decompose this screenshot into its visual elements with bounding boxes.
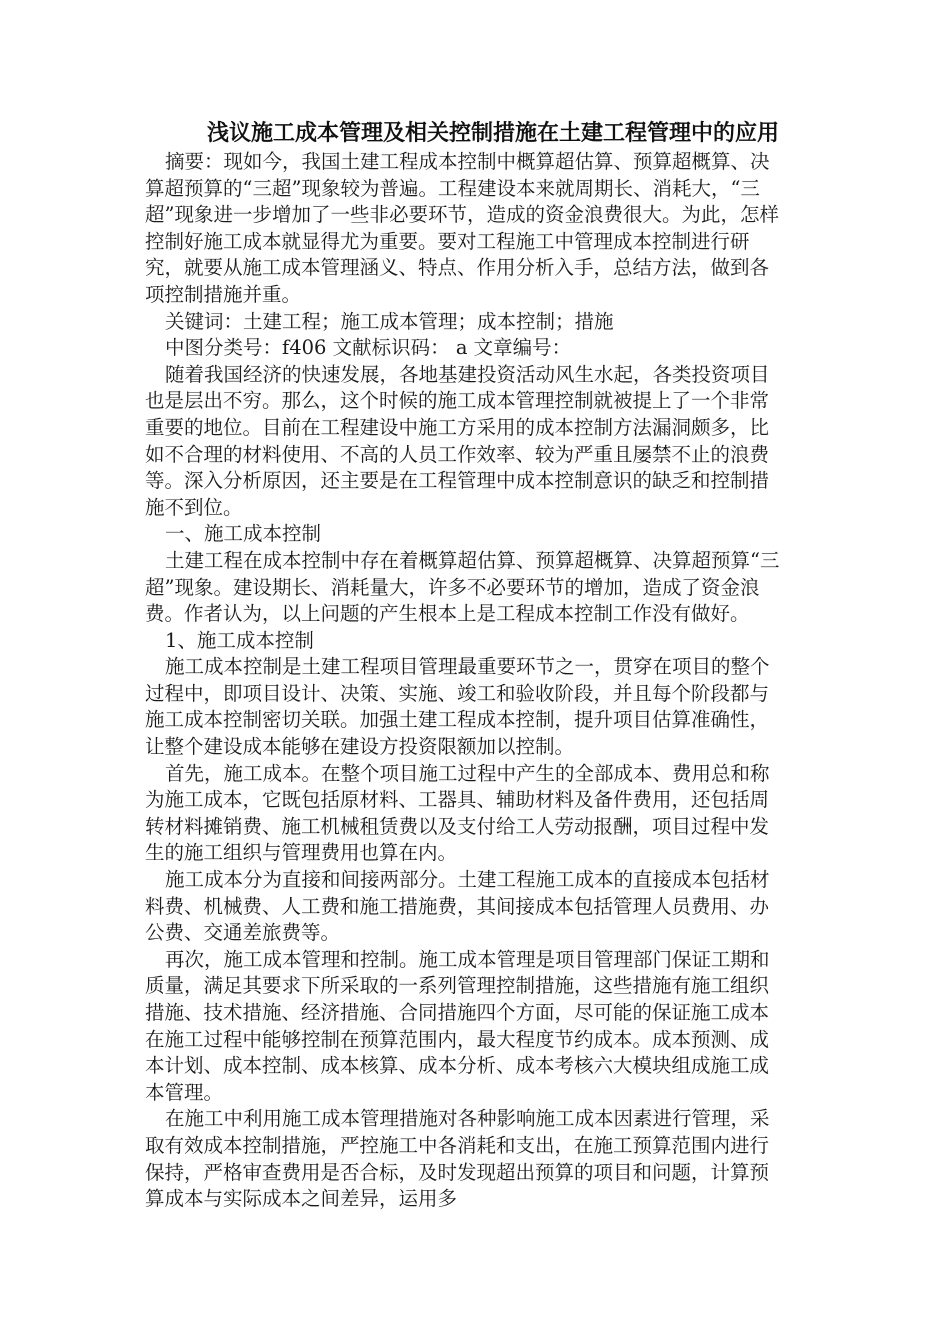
body-paragraph: 首先，施工成本。在整个项目施工过程中产生的全部成本、费用总和称为施工成本，它既包括原材料、工器具、辅助材料及备件费用，还包括周转材料摊销费、施工机械租赁费以及支付给工人劳动报酬，项目过程中发生的施工组织与管理费用也算在内。 xyxy=(145,761,770,865)
body-paragraph: 施工成本控制是土建工程项目管理最重要环节之一，贯穿在项目的整个过程中，即项目设计、决策、实施、竣工和验收阶段，并且每个阶段都与施工成本控制密切关联。加强土建工程成本控制，提升项目估算准确性，让整个建设成本能够在建设方投资限额加以控制。 xyxy=(145,655,770,759)
section-heading: 一、施工成本控制 xyxy=(165,522,322,546)
body-paragraph: 再次，施工成本管理和控制。施工成本管理是项目管理部门保证工期和质量，满足其要求下所采取的一系列管理控制措施，这些措施有施工组织措施、技术措施、经济措施、合同措施四个方面，尽可能的保证施工成本在施工过程中能够控制在预算范围内，最大程度节约成本。成本预测、成本计划、成本控制、成本核算、成本分析、成本考核六大模块组成施工成本管理。 xyxy=(145,947,770,1104)
abstract-paragraph: 摘要：现如今，我国土建工程成本控制中概算超估算、预算超概算、决算超预算的“三超”现象较为普遍。工程建设本来就周期长、消耗大，“三超”现象进一步增加了一些非必要环节，造成的资金浪费很大。为此，怎样控制好施工成本就显得尤为重要。要对工程施工中管理成本控制进行研究，就要从施工成本管理涵义、特点、作用分析入手，总结方法，做到各项控制措施并重。 xyxy=(145,150,779,306)
body-paragraph: 随着我国经济的快速发展，各地基建投资活动风生水起，各类投资项目也是层出不穷。那么，这个时候的施工成本管理控制就被提上了一个非常重要的地位。目前在工程建设中施工方采用的成本控制方法漏洞颇多，比如不合理的材料使用、不高的人员工作效率、较为严重且屡禁不止的浪费等。深入分析原因，还主要是在工程管理中成本控制意识的缺乏和控制措施不到位。 xyxy=(145,362,770,519)
body-paragraph: 土建工程在成本控制中存在着概算超估算、预算超概算、决算超预算“三超”现象。建设期长、消耗量大，许多不必要环节的增加，造成了资金浪费。作者认为，以上问题的产生根本上是工程成本控制工作没有做好。 xyxy=(145,548,780,626)
classification-line: 中图分类号：f406 文献标识码： a 文章编号： xyxy=(165,336,572,360)
body-paragraph: 在施工中利用施工成本管理措施对各种影响施工成本因素进行管理，采取有效成本控制措施，严控施工中各消耗和支出，在施工预算范围内进行保持，严格审查费用是否合标，及时发现超出预算的项目和问题，计算预算成本与实际成本之间差异，运用多 xyxy=(145,1107,770,1211)
document-page xyxy=(145,120,785,1213)
body-paragraph: 施工成本分为直接和间接两部分。土建工程施工成本的直接成本包括材料费、机械费、人工费和施工措施费，其间接成本包括管理人员费用、办公费、交通差旅费等。 xyxy=(145,868,770,945)
document-title: 浅议施工成本管理及相关控制措施在土建工程管理中的应用 xyxy=(206,121,779,146)
subsection-heading: 1、施工成本控制 xyxy=(165,628,314,652)
keywords-line: 关键词：土建工程；施工成本管理；成本控制；措施 xyxy=(165,309,614,333)
